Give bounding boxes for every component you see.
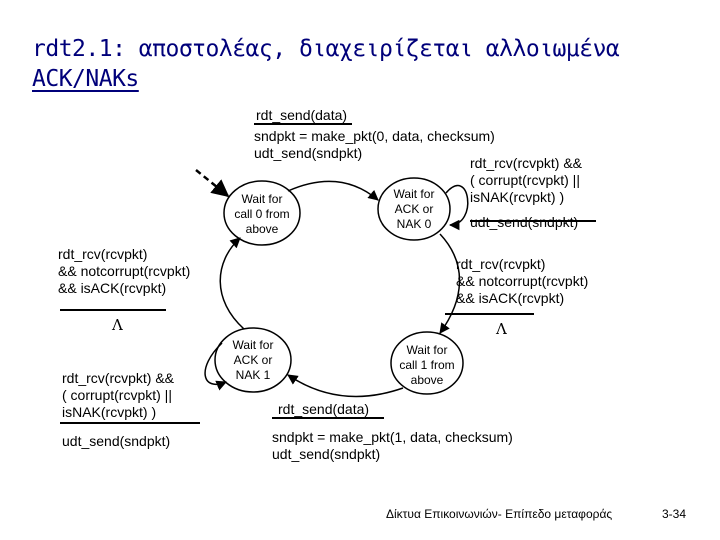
transition-3-lambda: Λ bbox=[496, 320, 507, 338]
transition-5-event-3: isNAK(rcvpkt) ) bbox=[62, 404, 157, 420]
state-label-line: call 0 from bbox=[234, 207, 290, 221]
transition-3-event-1: rdt_rcv(rcvpkt) bbox=[456, 256, 546, 272]
transition-6-lambda: Λ bbox=[112, 316, 123, 334]
state-label-line: ACK or bbox=[394, 202, 434, 216]
state-label-line: Wait for bbox=[393, 187, 435, 201]
transition-2-event-2: ( corrupt(rcvpkt) || bbox=[470, 172, 580, 188]
transition-4-action-2: udt_send(sndpkt) bbox=[272, 446, 381, 462]
transition-4-action-1: sndpkt = make_pkt(1, data, checksum) bbox=[272, 429, 513, 445]
state-label-line: Wait for bbox=[406, 343, 448, 357]
transition-3-event-2: && notcorrupt(rcvpkt) bbox=[456, 273, 589, 289]
footer-page-number: 3-34 bbox=[662, 507, 687, 521]
slide-title-line-1: rdt2.1: αποστολέας, διαχειρίζεται αλλοιωμένα bbox=[32, 36, 620, 62]
transition-1-arrow bbox=[288, 181, 378, 200]
slide-title-line-2: ACK/NAKs bbox=[32, 66, 139, 92]
transition-5-event-2: ( corrupt(rcvpkt) || bbox=[62, 387, 172, 403]
transition-5-event-1: rdt_rcv(rcvpkt) && bbox=[62, 370, 175, 386]
state-wait-call-0-label bbox=[224, 192, 300, 237]
transition-2-event-1: rdt_rcv(rcvpkt) && bbox=[470, 155, 583, 171]
transition-1-event: rdt_send(data) bbox=[256, 107, 348, 123]
transition-2-event-3: isNAK(rcvpkt) ) bbox=[470, 189, 565, 205]
transition-5-action: udt_send(sndpkt) bbox=[62, 433, 171, 449]
state-label-line: call 1 from bbox=[399, 358, 455, 372]
state-label-line: NAK 1 bbox=[235, 368, 271, 382]
transition-4-event: rdt_send(data) bbox=[278, 401, 370, 417]
state-label-line: Wait for bbox=[232, 338, 274, 352]
state-label-line: above bbox=[245, 222, 279, 236]
transition-1-action-2: udt_send(sndpkt) bbox=[254, 145, 363, 161]
state-label-line: Wait for bbox=[241, 192, 283, 206]
transition-6-event-3: && isACK(rcvpkt) bbox=[58, 280, 167, 296]
transition-6-arrow bbox=[220, 238, 244, 329]
transition-1-action-1: sndpkt = make_pkt(0, data, checksum) bbox=[254, 128, 495, 144]
transition-6-event-2: && notcorrupt(rcvpkt) bbox=[58, 263, 191, 279]
transition-6-event-1: rdt_rcv(rcvpkt) bbox=[58, 246, 148, 262]
state-label-line: ACK or bbox=[233, 353, 273, 367]
state-label-line: NAK 0 bbox=[396, 217, 432, 231]
transition-4-arrow bbox=[288, 375, 403, 396]
state-wait-ack-nak-1-label bbox=[215, 338, 291, 383]
transition-2-action: udt_send(sndpkt) bbox=[470, 214, 579, 230]
footer-course-title: Δίκτυα Επικοινωνιών- Επίπεδο μεταφοράς bbox=[386, 507, 613, 521]
state-wait-call-1-label bbox=[391, 343, 463, 388]
state-label-line: above bbox=[410, 373, 444, 387]
transition-3-event-3: && isACK(rcvpkt) bbox=[456, 290, 565, 306]
state-wait-ack-nak-0-label bbox=[378, 187, 450, 232]
